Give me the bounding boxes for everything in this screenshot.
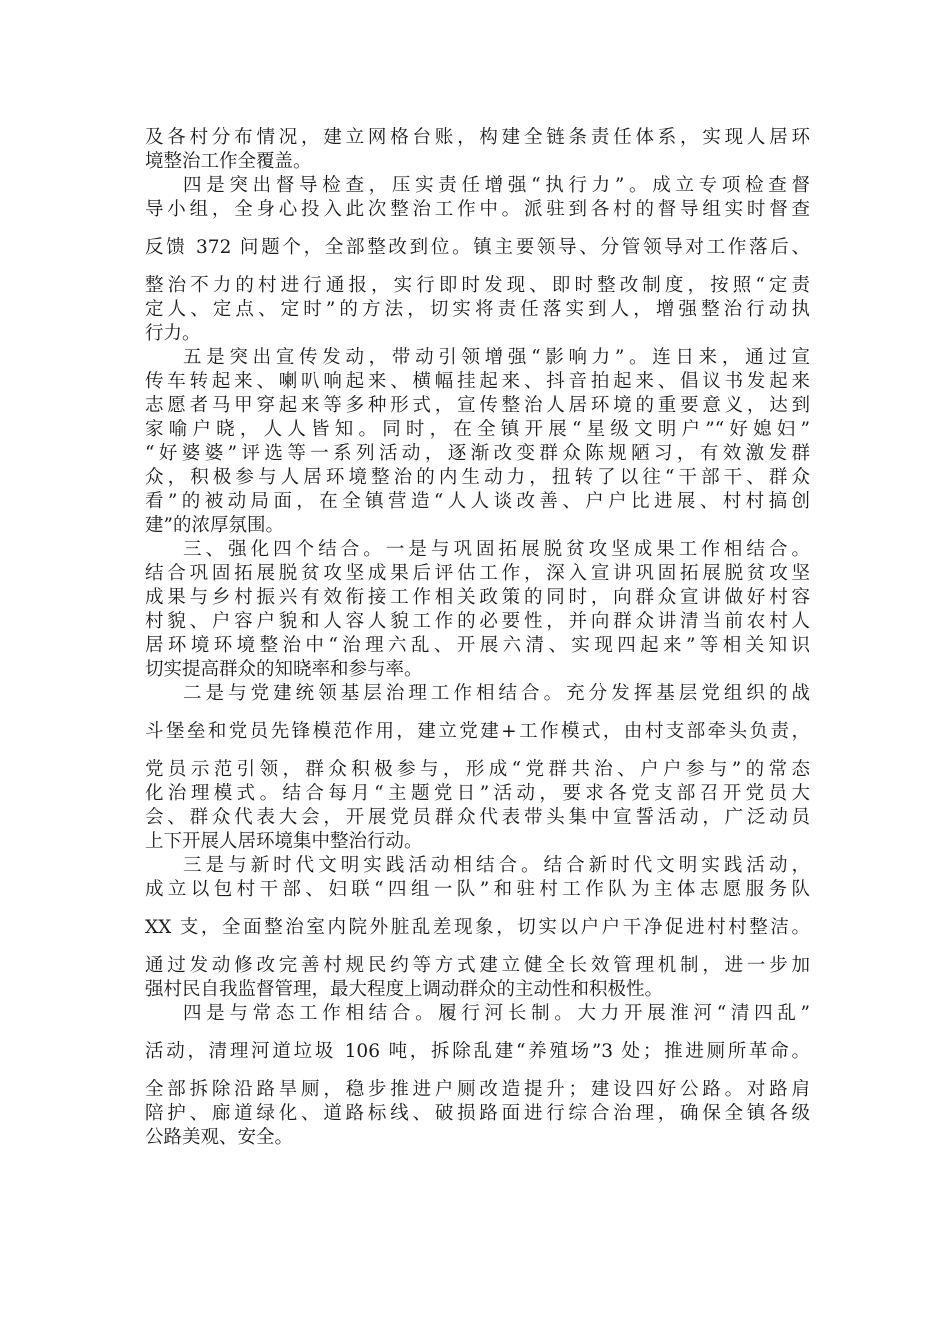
- text-line: 导小组，全身心投入此次整治工作中。派驻到各村的督导组实时督查: [145, 199, 810, 220]
- text-line: 成果与乡村振兴有效衔接工作相关政策的同时，向群众宣讲做好村容: [145, 587, 810, 608]
- paragraph-start: 四是与常态工作相结合。履行河长制。大力开展淮河“清四乱”: [183, 1003, 810, 1024]
- text-line: 看”的被动局面，在全镇营造“人人谈改善、户户比进展、村村搞创: [145, 491, 810, 512]
- text-line: 志愿者马甲穿起来等多种形式，宣传整治人居环境的重要意义，达到: [145, 395, 810, 416]
- text-line: 通过发动修改完善村规民约等方式建立健全长效管理机制，进一步加: [145, 955, 810, 976]
- paragraph-start: 三是与新时代文明实践活动相结合。结合新时代文明实践活动，: [183, 855, 810, 876]
- text-line: “好婆婆”评选等一系列活动，逐渐改变群众陈规陋习，有效激发群: [145, 443, 810, 464]
- text-line: 化治理模式。结合每月“主题党日”活动，要求各党支部召开党员大: [145, 783, 810, 804]
- text-line: 党员示范引领，群众积极参与，形成“党群共治、户户参与”的常态: [145, 759, 810, 780]
- text-line: 家喻户晓，人人皆知。同时，在全镇开展“星级文明户”“好媳妇”: [145, 419, 810, 440]
- text-line: 结合巩固拓展脱贫攻坚成果后评估工作，深入宣讲巩固拓展脱贫攻坚: [145, 563, 810, 584]
- paragraph-start: 五是突出宣传发动，带动引领增强“影响力”。连日来，通过宣: [183, 347, 810, 368]
- text-line: 切实提高群众的知晓率和参与率。: [145, 659, 423, 680]
- text-line: 建”的浓厚氛围。: [145, 515, 284, 536]
- text-line: 居环境环境整治中“治理六乱、开展六清、实现四起来”等相关知识: [145, 635, 810, 656]
- text-line: 强村民自我监督管理，最大程度上调动群众的主动性和积极性。: [145, 979, 664, 1000]
- text-line: 陪护、廊道绿化、道路标线、破损路面进行综合治理，确保全镇各级: [145, 1103, 810, 1124]
- text-line: 上下开展人居环境集中整治行动。: [145, 831, 423, 852]
- text-line: 会、群众代表大会，开展党员群众代表带头集中宣誓活动，广泛动员: [145, 807, 810, 828]
- text-line: 整治不力的村进行通报，实行即时发现、即时整改制度，按照“定责: [145, 275, 810, 296]
- text-line: 公路美观、安全。: [145, 1127, 294, 1148]
- text-line: 定人、定点、定时”的方法，切实将责任落实到人，增强整治行动执: [145, 299, 810, 320]
- text-line: 众，积极参与人居环境整治的内生动力，扭转了以往“干部干、群众: [145, 467, 810, 488]
- text-line: 反馈 372 问题个，全部整改到位。镇主要领导、分管领导对工作落后、: [145, 237, 810, 258]
- text-line: 传车转起来、喇叭响起来、横幅挂起来、抖音拍起来、倡议书发起来: [145, 371, 810, 392]
- paragraph-start: 二是与党建统领基层治理工作相结合。充分发挥基层党组织的战: [183, 683, 810, 704]
- text-line: 村貌、户容户貌和人容人貌工作的必要性，并向群众讲清当前农村人: [145, 611, 810, 632]
- paragraph-start: 四是突出督导检查，压实责任增强“执行力”。成立专项检查督: [183, 175, 810, 196]
- body-text: [145, 126, 810, 1150]
- text-line: 及各村分布情况，建立网格台账，构建全链条责任体系，实现人居环: [145, 127, 810, 148]
- text-line: 行力。: [145, 323, 201, 344]
- text-line: 成立以包村干部、妇联“四组一队”和驻村工作队为主体志愿服务队: [145, 879, 810, 900]
- text-line: 全部拆除沿路旱厕，稳步推进户厕改造提升；建设四好公路。对路肩: [145, 1079, 810, 1100]
- text-line: 斗堡垒和党员先锋模范作用，建立党建+工作模式，由村支部牵头负责，: [145, 721, 810, 742]
- paragraph-start: 三、强化四个结合。一是与巩固拓展脱贫攻坚成果工作相结合。: [183, 539, 810, 560]
- text-line: XX 支，全面整治室内院外脏乱差现象，切实以户户干净促进村村整洁。: [145, 917, 810, 938]
- text-line: 活动，清理河道垃圾 106 吨，拆除乱建“养殖场”3 处；推进厕所革命。: [145, 1041, 810, 1062]
- text-line: 境整治工作全覆盖。: [145, 151, 312, 172]
